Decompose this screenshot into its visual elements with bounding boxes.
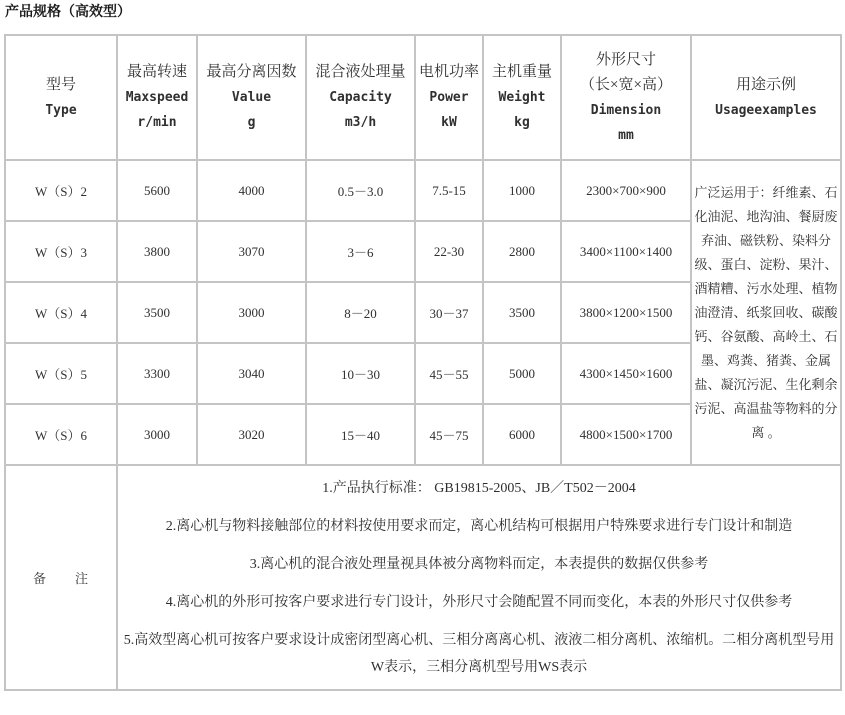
cell-capacity: 15－40	[306, 404, 415, 465]
column-header-capacity-unit: m3/h	[344, 115, 377, 130]
notes-content	[117, 465, 841, 690]
note-item-5: 5.高效型离心机可按客户要求设计成密闭型离心机、三相分离离心机、液液二相分离机、浓缩机。二相分离机型号用W表示，三相分离机型号用WS表示	[123, 632, 835, 675]
cell-separation-factor: 3000	[197, 282, 306, 343]
cell-max-speed: 3500	[117, 282, 197, 343]
cell-model: W（S）6	[5, 404, 117, 465]
cell-separation-factor: 3020	[197, 404, 306, 465]
cell-model: W（S）2	[5, 160, 117, 221]
column-header-model-zh: 型号	[45, 76, 76, 93]
cell-power: 45－55	[415, 343, 483, 404]
notes-row	[5, 465, 841, 690]
column-header-power-en: Power	[429, 90, 469, 105]
cell-max-speed: 3000	[117, 404, 197, 465]
cell-dimension: 3400×1100×1400	[561, 221, 691, 282]
cell-capacity: 10－30	[306, 343, 415, 404]
column-header-capacity-en: Capacity	[329, 90, 392, 105]
page-title: 产品规格（高效型）	[5, 5, 131, 20]
cell-separation-factor: 3070	[197, 221, 306, 282]
cell-power: 45－75	[415, 404, 483, 465]
column-header-weight-zh: 主机重量	[491, 64, 552, 80]
column-header-power-zh: 电机功率	[418, 64, 479, 80]
notes-label: 备 注	[5, 465, 117, 690]
column-header-usage-en: Usageexamples	[715, 102, 817, 118]
column-header-dimension-zh2: （长×宽×高）	[580, 76, 672, 93]
cell-weight: 3500	[483, 282, 561, 343]
cell-weight: 5000	[483, 343, 561, 404]
column-header-dimension-unit: mm	[618, 127, 634, 143]
column-header-weight	[483, 35, 561, 160]
column-header-weight-unit: kg	[514, 115, 530, 130]
cell-model: W（S）5	[5, 343, 117, 404]
column-header-usage-zh: 用途示例	[735, 76, 796, 93]
cell-separation-factor: 3040	[197, 343, 306, 404]
cell-max-speed: 5600	[117, 160, 197, 221]
column-header-model-en: Type	[45, 102, 77, 118]
cell-power: 30－37	[415, 282, 483, 343]
cell-usage-examples: 广泛运用于：纤维素、石化油泥、地沟油、餐厨废弃油、磁铁粉、染料分级、蛋白、淀粉、果汁、酒精糟、污水处理、植物油澄清、纸浆回收、碳酸钙、谷氨酸、高岭土、石墨、鸡粪、猪粪、金属盐、凝沉污泥、生化剩余污泥、高温盐等物料的分离 。	[691, 160, 841, 465]
column-header-power-unit: kW	[441, 115, 457, 130]
cell-capacity: 8－20	[306, 282, 415, 343]
cell-model: W（S）4	[5, 282, 117, 343]
cell-weight: 2800	[483, 221, 561, 282]
cell-capacity: 3－6	[306, 221, 415, 282]
cell-separation-factor: 4000	[197, 160, 306, 221]
cell-weight: 6000	[483, 404, 561, 465]
column-header-separation-factor-unit: g	[247, 115, 256, 130]
product-spec-table	[4, 34, 842, 691]
note-item-3: 3.离心机的混合液处理量视具体被分离物料而定，本表提供的数据仅供参考	[249, 556, 709, 572]
column-header-separation-factor-zh: 最高分离因数	[206, 64, 297, 80]
column-header-max-speed-zh: 最高转速	[126, 64, 187, 80]
column-header-separation-factor-en: Value	[231, 90, 272, 105]
note-item-2: 2.离心机与物料接触部位的材料按使用要求而定，离心机结构可根据用户特殊要求进行专门设计和制造	[165, 518, 793, 534]
cell-power: 7.5-15	[415, 160, 483, 221]
column-header-capacity-zh: 混合液处理量	[315, 64, 406, 80]
cell-max-speed: 3300	[117, 343, 197, 404]
cell-dimension: 4800×1500×1700	[561, 404, 691, 465]
column-header-capacity	[306, 35, 415, 160]
column-header-max-speed-unit: r/min	[137, 115, 177, 130]
column-header-weight-en: Weight	[498, 90, 546, 105]
column-header-power	[415, 35, 483, 160]
table-header-row	[5, 35, 841, 160]
column-header-dimension	[561, 35, 691, 160]
cell-capacity: 0.5－3.0	[306, 160, 415, 221]
cell-dimension: 3800×1200×1500	[561, 282, 691, 343]
column-header-dimension-en: Dimension	[590, 102, 662, 118]
note-item-4: 4.离心机的外形可按客户要求进行专门设计，外形尺寸会随配置不同而变化，本表的外形尺寸仅供参考	[165, 594, 793, 610]
column-header-model	[5, 35, 117, 160]
column-header-usage	[691, 35, 841, 160]
note-item-1: 1.产品执行标准： GB19815-2005、JB／T502－2004	[322, 480, 636, 496]
table-row-ws2	[5, 160, 841, 221]
cell-dimension: 2300×700×900	[561, 160, 691, 221]
cell-max-speed: 3800	[117, 221, 197, 282]
cell-weight: 1000	[483, 160, 561, 221]
column-header-dimension-zh: 外形尺寸	[595, 51, 656, 68]
cell-model: W（S）3	[5, 221, 117, 282]
column-header-max-speed-en: Maxspeed	[125, 90, 189, 105]
cell-power: 22-30	[415, 221, 483, 282]
column-header-max-speed	[117, 35, 197, 160]
cell-dimension: 4300×1450×1600	[561, 343, 691, 404]
column-header-separation-factor	[197, 35, 306, 160]
